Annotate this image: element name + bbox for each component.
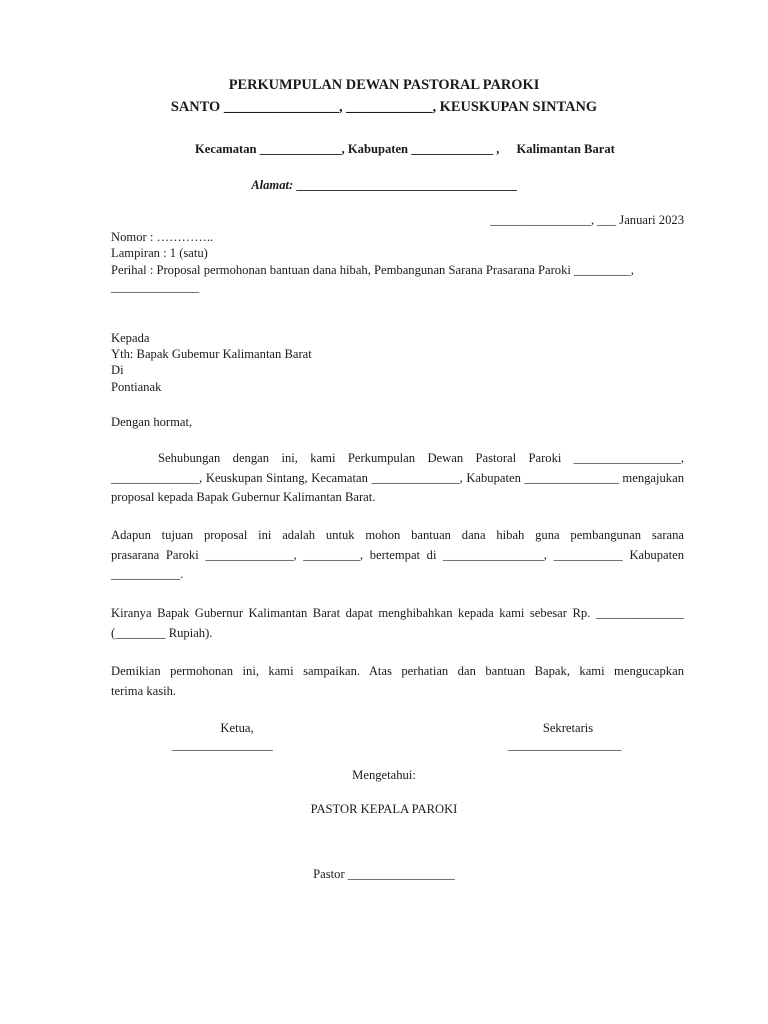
pastor-signature-line: Pastor _________________	[313, 867, 455, 881]
location-line	[195, 141, 615, 158]
address-label: Alamat:	[251, 178, 294, 192]
paragraph-line: Kiranya Bapak Gubernur Kalimantan Barat dapat menghibahkan kepada kami sebesar Rp. ______________	[111, 606, 684, 620]
nomor-line: Nomor : …………..	[111, 230, 214, 244]
mengetahui-label: Mengetahui:	[352, 768, 416, 782]
date-line: ________________, ___ Januari 2023	[490, 213, 684, 227]
paragraph-line: Demikian permohonan ini, kami sampaikan. Atas perhatian dan bantuan Bapak, kami mengucapkan	[111, 664, 684, 678]
paragraph-4	[111, 663, 684, 699]
org-title: PERKUMPULAN DEWAN PASTORAL PAROKI	[228, 77, 540, 93]
sekretaris-signature-line: __________________	[508, 738, 622, 752]
pastor-title: PASTOR KEPALA PAROKI	[310, 802, 458, 816]
sekretaris-label: Sekretaris	[542, 721, 594, 735]
paragraph-line: proposal kepada Bapak Gubernur Kalimantan Barat.	[111, 490, 376, 504]
ketua-signature-line: ________________	[172, 738, 273, 752]
org-subtitle: SANTO ________________, ____________, KEUSKUPAN SINTANG	[170, 99, 598, 115]
address-line	[0, 177, 768, 194]
paragraph-line: terima kasih.	[111, 683, 177, 698]
paragraph-2	[111, 527, 684, 583]
address-blank: ___________________________________	[293, 178, 517, 192]
perihal-line-continued: ______________	[111, 280, 200, 294]
paragraph-1	[111, 450, 684, 506]
paragraph-line: Adapun tujuan proposal ini adalah untuk mohon bantuan dana hibah guna pembangunan sarana	[111, 528, 684, 542]
paragraph-line: prasarana Paroki ______________, _________, bertempat di ________________, ___________ Kabupaten	[111, 547, 684, 562]
perihal-line: Perihal : Proposal permohonan bantuan dana hibah, Pembangunan Sarana Prasarana Paroki _________,	[111, 263, 634, 277]
paragraph-3	[111, 605, 684, 641]
recipient-di: Di	[111, 363, 124, 377]
lampiran-line: Lampiran : 1 (satu)	[111, 246, 208, 260]
paragraph-line: (________ Rupiah).	[111, 625, 213, 640]
recipient-city: Pontianak	[111, 380, 162, 394]
paragraph-line: ___________.	[111, 567, 184, 581]
province: Kalimantan Barat	[516, 142, 615, 156]
recipient-name: Yth: Bapak Gubemur Kalimantan Barat	[111, 347, 312, 361]
kecamatan-kabupaten: Kecamatan _____________, Kabupaten _____________ ,	[195, 142, 500, 156]
paragraph-line: ______________, Keuskupan Sintang, Kecamatan ______________, Kabupaten _______________ mengajukan	[111, 470, 684, 485]
salutation: Dengan hormat,	[111, 415, 193, 429]
ketua-label: Ketua,	[220, 721, 254, 735]
paragraph-line: Sehubungan dengan ini, kami Perkumpulan Dewan Pastoral Paroki _________________,	[158, 451, 684, 465]
recipient-kepada: Kepada	[111, 331, 150, 345]
